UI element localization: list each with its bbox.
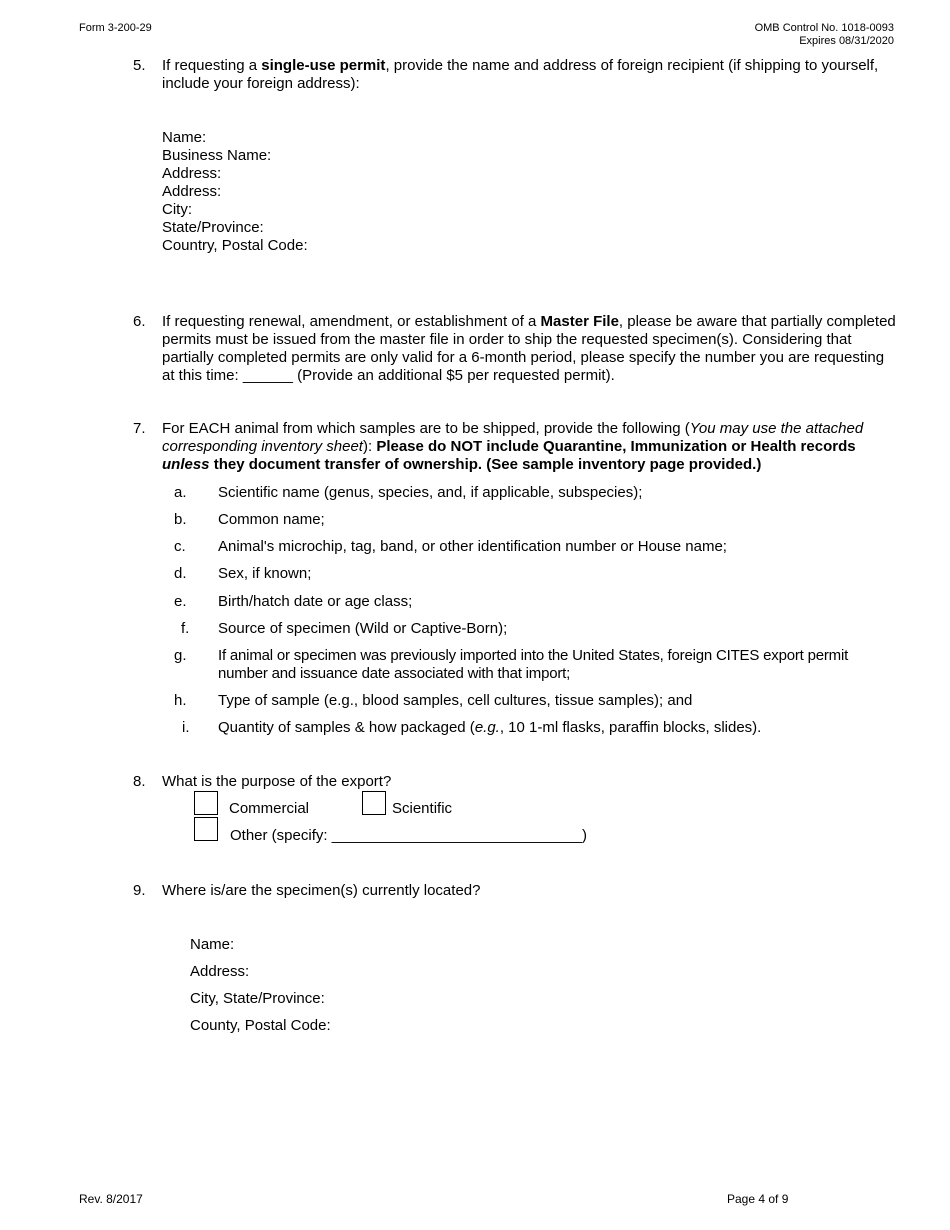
q5-text: If requesting a single-use permit, provide the name and address of foreign recipient (if shipping to yourself, include your foreign address): [162, 57, 879, 92]
q9-text: Where is/are the specimen(s) currently located? [162, 882, 481, 899]
q5-field-city: City: [162, 201, 192, 218]
q5-field-address-2: Address: [162, 183, 222, 200]
other-checkbox[interactable] [194, 817, 218, 841]
other-label: Other (specify: ______________________________) [230, 827, 587, 844]
scientific-checkbox[interactable] [362, 791, 386, 815]
revision-date: Rev. 8/2017 [79, 1192, 143, 1206]
q5-field-business-name: Business Name: [162, 147, 272, 164]
q5-recipient-fields [162, 129, 897, 255]
q9-field-address: Address: [190, 963, 250, 980]
q6-text: If requesting renewal, amendment, or establishment of a Master File, please be aware that partially completed permits must be issued from the master file in order to ship the requested specimen(s). Considering that partially completed permits are only valid for a 6-month period, please specify the number you are requesting at this time: ______ (Provide an additional $5 per requested permit). [162, 313, 896, 384]
commercial-label: Commercial [229, 800, 310, 817]
q7-number: 7. [133, 420, 146, 437]
q9-number: 9. [133, 882, 146, 899]
q6-number: 6. [133, 313, 146, 330]
omb-control-number: OMB Control No. 1018-0093 [754, 22, 894, 34]
scientific-label: Scientific [392, 800, 453, 817]
expiration-date: Expires 08/31/2020 [799, 35, 894, 47]
commercial-checkbox[interactable] [194, 791, 218, 815]
omb-control-block [755, 22, 894, 48]
q9-field-county-postal: County, Postal Code: [190, 1017, 331, 1034]
q5-field-address-1: Address: [162, 165, 222, 182]
q9-field-city-state: City, State/Province: [190, 990, 325, 1007]
form-number: Form 3-200-29 [79, 22, 152, 34]
q9-field-name: Name: [190, 936, 235, 953]
q7-text: For EACH animal from which samples are to be shipped, provide the following (You may use the attached corresponding inventory sheet): Please do NOT include Quarantine, Immunization or Health records unless they document transfer of ownership. (See sample inventory page provided.) [162, 420, 864, 473]
q8-text: What is the purpose of the export? [162, 773, 392, 790]
q5-field-name: Name: [162, 129, 207, 146]
q5-field-state-province: State/Province: [162, 219, 264, 236]
q8-number: 8. [133, 773, 146, 790]
q9-location-fields [190, 936, 590, 1046]
q5-number: 5. [133, 57, 146, 74]
q5-field-country-postal: Country, Postal Code: [162, 237, 308, 254]
page-number: Page 4 of 9 [727, 1192, 789, 1206]
